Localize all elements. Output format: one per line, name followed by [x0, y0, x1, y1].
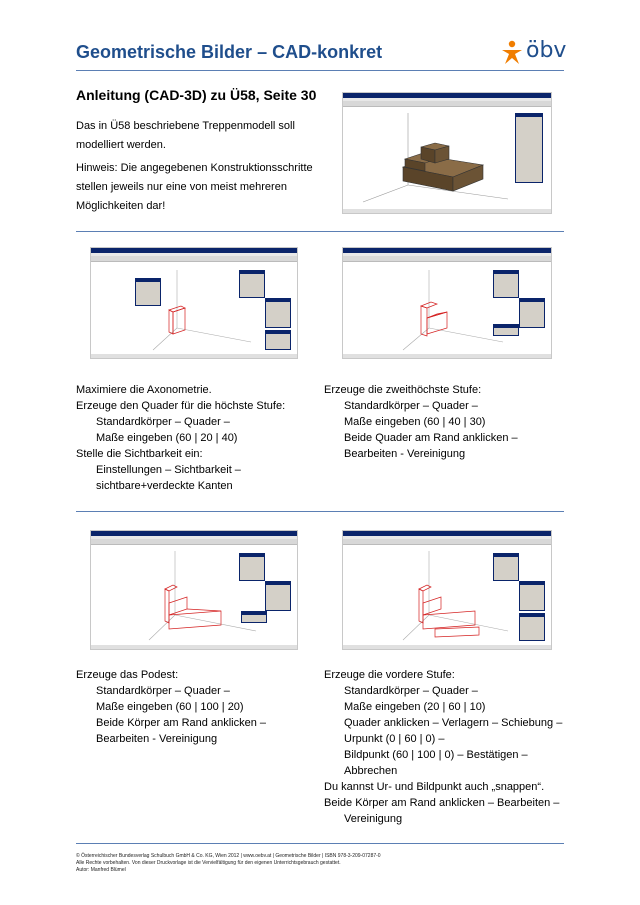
- cad-screenshot-step-3: [90, 530, 298, 650]
- cad-screenshot-step-4: [342, 530, 552, 650]
- footer-author: Autor: Manfred Blümel: [76, 867, 126, 873]
- step-1-instructions: Maximiere die Axonometrie. Erzeuge den Quader für die höchste Stufe: Standardkörper – Quader – Maße eingeben (60 | 20 | 40) Stelle die Sichtbarkeit ein: Einstellungen – Sichtbarkeit – sichtbare+verdeckte Kanten: [76, 384, 286, 492]
- cad-screenshot-model: [342, 92, 552, 214]
- step-2-instructions: Erzeuge die zweithöchste Stufe: Standardkörper – Quader – Maße eingeben (60 | 40 | 30) Beide Quader am Rand anklicken – Bearbeiten - Vereinigung: [324, 384, 518, 460]
- cad-screenshot-step-2: [342, 247, 552, 359]
- logo-wordmark: öbv: [526, 38, 567, 63]
- header-rule: [76, 70, 564, 71]
- section-heading: Anleitung (CAD-3D) zu Ü58, Seite 30: [76, 87, 317, 103]
- footer-copyright: © Österreichischer Bundesverlag Schulbuch GmbH & Co. KG, Wien 2012 | www.oebv.at | Geometrische Bilder | ISBN 978-3-209-07287-0: [76, 853, 381, 859]
- document-title: Geometrische Bilder – CAD-konkret: [76, 42, 383, 62]
- footer-rights: Alle Rechte vorbehalten. Von dieser Druckvorlage ist die Vervielfältigung für den eigenen Unterrichtsgebrauch gestattet.: [76, 860, 341, 866]
- section-rule-2: [76, 511, 564, 512]
- section-rule-1: [76, 231, 564, 232]
- oebv-logo-icon: [500, 40, 524, 66]
- intro-paragraph-2: Hinweis: Die angegebenen Konstruktionsschritte stellen jeweils nur eine von meist mehreren Möglichkeiten dar!: [76, 162, 313, 212]
- cad-screenshot-step-1: [90, 247, 298, 359]
- step-3-instructions: Erzeuge das Podest: Standardkörper – Quader – Maße eingeben (60 | 100 | 20) Beide Körper am Rand anklicken – Bearbeiten - Vereinigung: [76, 669, 266, 745]
- intro-paragraph-1: Das in Ü58 beschriebene Treppenmodell soll modelliert werden.: [76, 120, 295, 151]
- step-4-instructions: Erzeuge die vordere Stufe: Standardkörper – Quader – Maße eingeben (20 | 60 | 10) Quader anklicken – Verlagern – Schiebung – Urpunkt (0 | 60 | 0) – Bildpunkt (60 | 100 | 0) – Bestätigen – Abbrechen Du kannst Ur- und Bildpunkt auch „snappen“. Beide Körper am Rand anklicken – Bearbeiten – Vereinigung: [324, 669, 563, 825]
- footer-rule: [76, 843, 564, 844]
